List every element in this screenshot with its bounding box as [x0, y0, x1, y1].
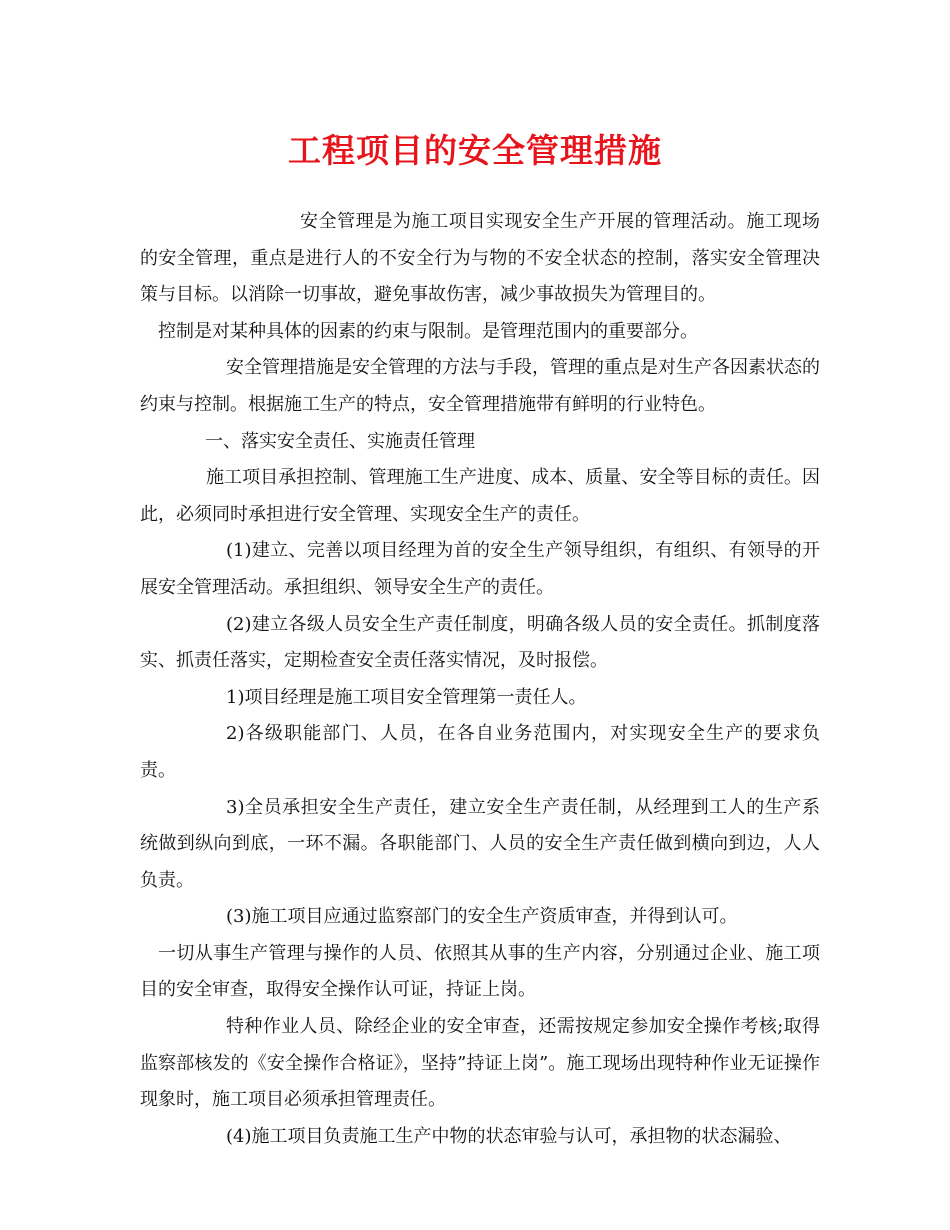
paragraph: (4)施工项目负责施工生产中物的状态审验与认可，承担物的状态漏验、 [226, 1125, 792, 1147]
paragraph: 安全管理措施是安全管理的方法与手段，管理的重点是对生产各因素状态的约束与控制。根据施工生产的特点，安全管理措施带有鲜明的行业特色。 [140, 357, 820, 415]
section-heading: 一、落实安全责任、实施责任管理 [205, 430, 475, 452]
paragraph: 安全管理是为施工项目实现安全生产开展的管理活动。施工现场的安全管理，重点是进行人的不安全行为与物的不安全状态的控制，落实安全管理决策与目标。以消除一切事故，避免事故伤害，减少事故损失为管理目的。 [140, 211, 820, 306]
paragraph: 2)各级职能部门、人员，在各自业务范围内，对实现安全生产的要求负责。 [140, 723, 820, 781]
document-title: 工程项目的安全管理措施 [288, 131, 662, 170]
paragraph: (2)建立各级人员安全生产责任制度，明确各级人员的安全责任。抓制度落实、抓责任落实，定期检查安全责任落实情况，及时报偿。 [140, 613, 820, 672]
paragraph: 特种作业人员、除经企业的安全审查，还需按规定参加安全操作考核;取得监察部核发的《安全操作合格证》，坚持”持证上岗”。施工现场出现特种作业无证操作现象时，施工项目必须承担管理责任。 [140, 1016, 820, 1111]
paragraph: 一切从事生产管理与操作的人员、依照其从事的生产内容，分别通过企业、施工项目的安全审查，取得安全操作认可证，持证上岗。 [140, 942, 820, 1001]
paragraph: 控制是对某种具体的因素的约束与限制。是管理范围内的重要部分。 [158, 320, 698, 342]
paragraph: 施工项目承担控制、管理施工生产进度、成本、质量、安全等目标的责任。因此，必须同时承担进行安全管理、实现安全生产的责任。 [140, 467, 820, 525]
document-body [140, 204, 820, 1155]
paragraph: 1)项目经理是施工项目安全管理第一责任人。 [226, 686, 587, 708]
paragraph: (3)施工项目应通过监察部门的安全生产资质审查，并得到认可。 [226, 906, 738, 928]
paragraph: (1)建立、完善以项目经理为首的安全生产领导组织，有组织、有领导的开展安全管理活动。承担组织、领导安全生产的责任。 [140, 540, 820, 598]
paragraph: 3)全员承担安全生产责任，建立安全生产责任制，从经理到工人的生产系统做到纵向到底，一环不漏。各职能部门、人员的安全生产责任做到横向到边，人人负责。 [140, 796, 820, 891]
